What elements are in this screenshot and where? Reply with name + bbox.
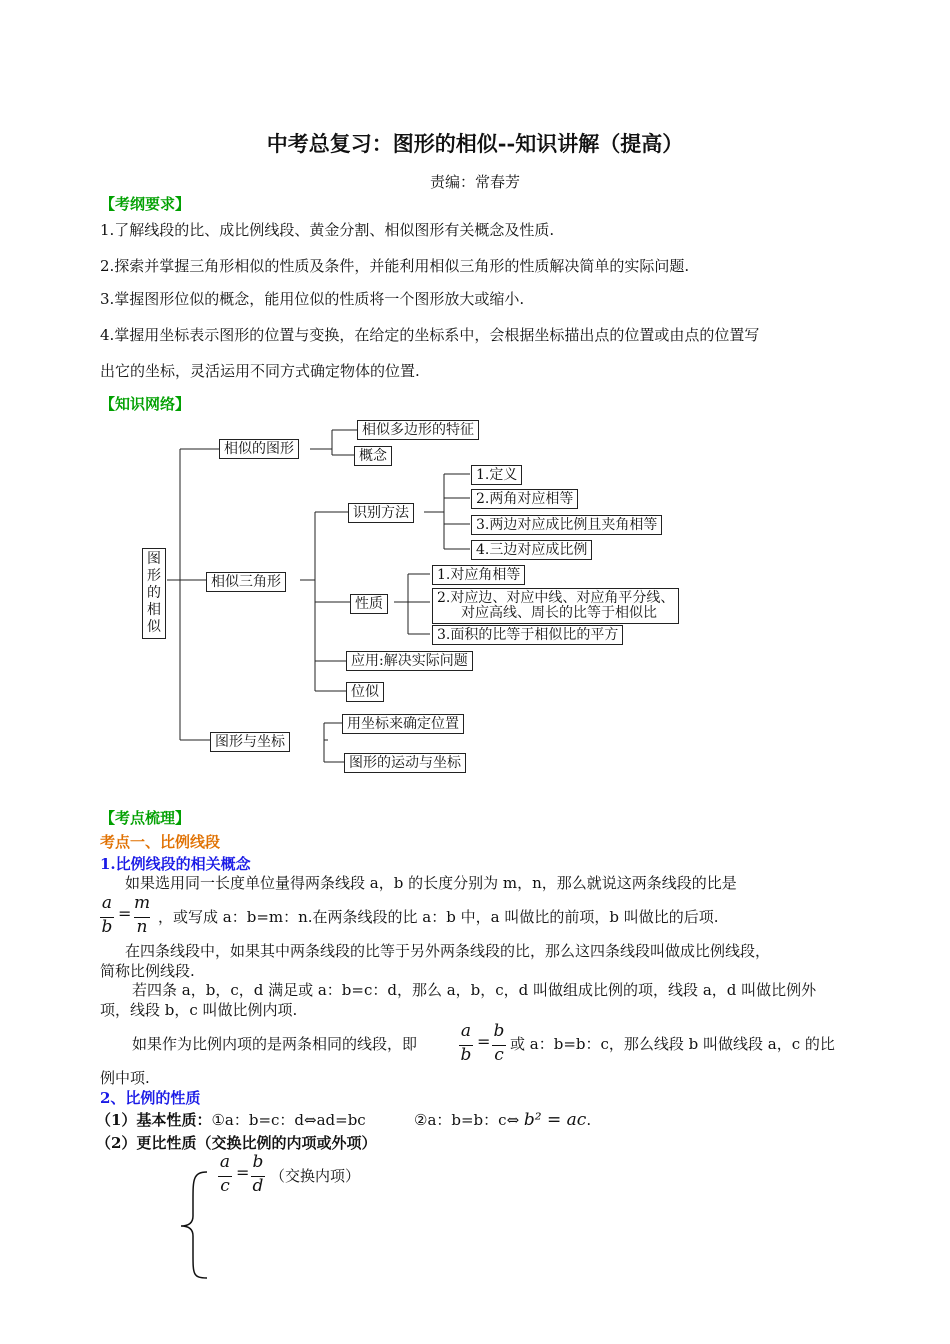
node-prop-2 xyxy=(432,588,679,624)
basic-label: （1）基本性质： xyxy=(96,1111,212,1129)
node-coord-position: 用坐标来确定位置 xyxy=(342,714,464,734)
syllabus-item: 4.掌握用坐标表示图形的位置与变换，在给定的坐标系中，会根据坐标描出点的位置或由点的位置写 xyxy=(100,326,760,344)
node-similar-figures: 相似的图形 xyxy=(219,439,299,459)
sub2-heading: 2、比例的性质 xyxy=(100,1089,201,1107)
paragraph: 项，线段 b，c 叫做比例内项. xyxy=(100,1001,298,1019)
page-title: 中考总复习：图形的相似--知识讲解（提高） xyxy=(266,131,684,156)
node-prop-3: 3.面积的比等于相似比的平方 xyxy=(432,625,623,645)
fraction-denominator: b xyxy=(101,917,113,937)
node-coordinates: 图形与坐标 xyxy=(210,732,290,752)
paragraph: 若四条 a，b，c，d 满足或 a：b=c：d，那么 a，b，c，d 叫做组成比例的项，线段 a，d 叫做比例外 xyxy=(132,981,817,999)
syllabus-item: 出它的坐标，灵活运用不同方式确定物体的位置. xyxy=(100,362,420,380)
node-properties: 性质 xyxy=(350,594,388,614)
node-polygon-features: 相似多边形的特征 xyxy=(357,420,479,440)
points-heading: 【考点梳理】 xyxy=(100,809,191,827)
basic-rule-1: ①a：b=c：d⇔ad=bc xyxy=(211,1111,366,1129)
fraction-denominator: b xyxy=(460,1045,472,1065)
basic-property-2 xyxy=(414,1109,591,1131)
paragraph: 例中项. xyxy=(100,1069,150,1087)
basic-formula: b² = ac xyxy=(523,1110,587,1130)
node-two-sides: 3.两边对应成比例且夹角相等 xyxy=(471,515,662,535)
swap-inner-note: （交换内项） xyxy=(270,1167,361,1185)
paragraph: 简称比例线段. xyxy=(100,962,195,980)
network-root: 图形的相似 xyxy=(142,548,166,639)
basic-rule-2: ②a：b=b：c⇔ xyxy=(414,1111,520,1129)
node-homothety: 位似 xyxy=(346,682,384,702)
syllabus-item: 3.掌握图形位似的概念，能用位似的性质将一个图形放大或缩小. xyxy=(100,290,525,308)
equals-sign: = xyxy=(236,1163,250,1182)
node-prop-2-line1: 2.对应边、对应中线、对应角平分线、 xyxy=(437,590,675,606)
node-two-angles: 2.两角对应相等 xyxy=(471,489,578,509)
curly-brace xyxy=(175,1170,215,1282)
fraction-denominator: n xyxy=(136,917,148,937)
node-identify: 识别方法 xyxy=(348,503,414,523)
node-prop-2-line2: 对应高线、周长的比等于相似比 xyxy=(461,605,657,621)
fraction-denominator: d xyxy=(252,1176,264,1196)
editor-line: 责编：常春芳 xyxy=(429,173,520,191)
paragraph: 如果作为比例内项的是两条相同的线段，即 xyxy=(132,1035,418,1053)
equals-sign: = xyxy=(477,1032,491,1051)
alternation-heading: （2）更比性质（交换比例的内项或外项） xyxy=(96,1134,377,1152)
node-similar-triangles: 相似三角形 xyxy=(206,572,286,592)
syllabus-item: 1.了解线段的比、成比例线段、黄金分割、相似图形有关概念及性质. xyxy=(100,221,555,239)
paragraph: ，或写成 a：b=m：n.在两条线段的比 a：b 中，a 叫做比的前项，b 叫做比的后项. xyxy=(158,908,719,926)
node-application: 应用:解决实际问题 xyxy=(346,651,473,671)
fraction-numerator: m xyxy=(134,893,151,913)
paragraph: 在四条线段中，如果其中两条线段的比等于另外两条线段的比，那么这四条线段叫做成比例线段， xyxy=(125,942,771,960)
network-heading: 【知识网络】 xyxy=(100,395,191,413)
node-definition: 1.定义 xyxy=(471,465,522,485)
node-coord-motion: 图形的运动与坐标 xyxy=(344,753,466,773)
fraction-numerator: b xyxy=(493,1021,505,1041)
fraction-denominator: c xyxy=(220,1176,230,1196)
fraction-denominator: c xyxy=(494,1045,504,1065)
syllabus-heading: 【考纲要求】 xyxy=(100,195,191,213)
node-three-sides: 4.三边对应成比例 xyxy=(471,540,592,560)
fraction-numerator: a xyxy=(101,893,113,913)
fraction-numerator: a xyxy=(460,1021,472,1041)
node-prop-1: 1.对应角相等 xyxy=(432,565,525,585)
basic-period: . xyxy=(586,1111,592,1129)
node-concept: 概念 xyxy=(354,446,392,466)
fraction-numerator: a xyxy=(219,1152,231,1172)
equals-sign: = xyxy=(118,904,132,923)
point1-heading: 考点一、比例线段 xyxy=(100,833,221,851)
syllabus-item: 2.探索并掌握三角形相似的性质及条件，并能利用相似三角形的性质解决简单的实际问题. xyxy=(100,257,690,275)
basic-property xyxy=(96,1109,366,1131)
paragraph: 或 a：b=b：c，那么线段 b 叫做线段 a，c 的比 xyxy=(510,1035,835,1053)
paragraph: 如果选用同一长度单位量得两条线段 a，b 的长度分别为 m，n，那么就说这两条线段的比是 xyxy=(125,874,737,892)
sub1-heading: 1.比例线段的相关概念 xyxy=(100,855,251,873)
fraction-numerator: b xyxy=(252,1152,264,1172)
